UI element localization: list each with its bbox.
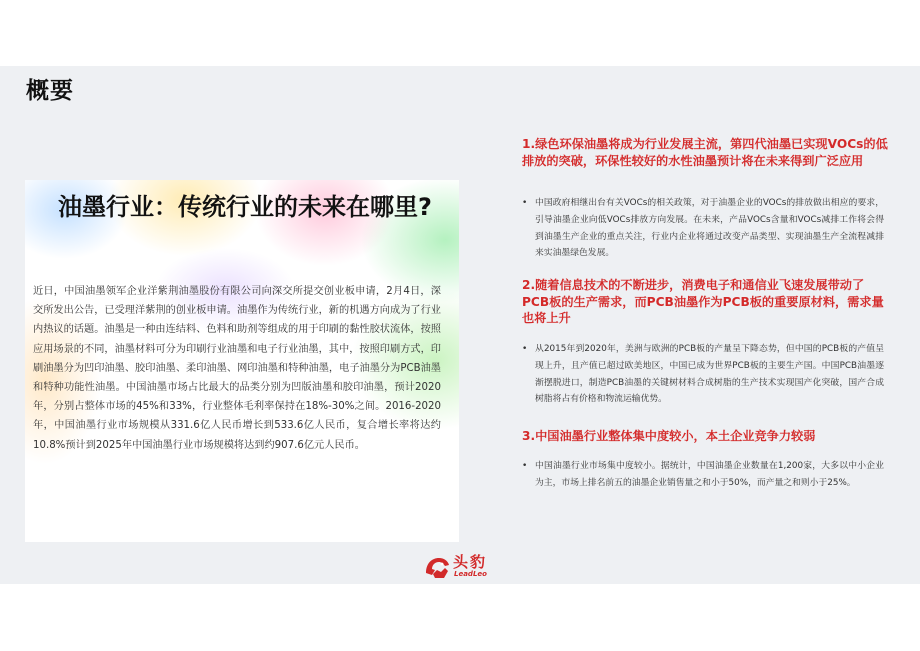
page-title: 概要: [26, 78, 74, 104]
bullet-dot: •: [522, 198, 528, 208]
section-bullet-2: [522, 341, 884, 408]
card-title: 油墨行业：传统行业的未来在哪里?: [58, 193, 432, 221]
section-bullet-3: [522, 458, 884, 492]
leadleo-logo: [423, 551, 503, 583]
section-heading-1: 1.绿色环保油墨将成为行业发展主流，第四代油墨已实现VOCs的低排放的突破，环保性较好的水性油墨预计将在未来得到广泛应用: [522, 137, 888, 168]
card-body: 近日，中国油墨领军企业洋紫荆油墨股份有限公司向深交所提交创业板申请，2月4日，深交所发出公告，已受理洋紫荆的创业板申请。油墨作为传统行业，新的机遇方向成为了行业内热议的话题。油墨是一种由连结料、色料和助剂等组成的用于印刷的黏性胶状流体，按照应用场景的不同，油墨材料可分为印刷行业油墨和电子行业油墨，其中，按照印刷方式，印刷油墨分为凹印油墨、胶印油墨、柔印油墨、网印油墨和特种油墨，电子油墨分为PCB油墨和特种功能性油墨。中国油墨市场占比最大的品类分别为凹版油墨和胶印油墨，预计2020年，分别占整体市场的45%和33%，行业整体毛利率保持在18%-30%之间。2016-2020年，中国油墨行业市场规模从331.6亿人民币增长到533.6亿人民币，复合增长率将达约10.8%预计到2025年中国油墨行业市场规模将达到约907.6亿元人民币。: [33, 286, 441, 451]
bullet-text: 从2015年到2020年，美洲与欧洲的PCB板的产量呈下降态势，但中国的PCB板的产值呈现上升，且产值已超过欧美地区，中国已成为世界PCB板的主要生产国。中国PCB油墨逐渐摆脱进口，制造PCB油墨的关键树材料合成树脂的生产技术实现国产化突破，国产合成树脂将占有价格和物流运输优势。: [535, 344, 884, 405]
logo-text-en: LeadLeo: [454, 570, 487, 578]
leopard-logo-icon: [423, 553, 451, 581]
article-card: [25, 180, 459, 542]
section-bullet-1: [522, 195, 884, 262]
section-heading-2: 2.随着信息技术的不断进步，消费电子和通信业飞速发展带动了PCB板的生产需求，而PCB油墨作为PCB板的重要原材料，需求量也将上升: [522, 278, 884, 325]
bullet-text: 中国政府相继出台有关VOCs的相关政策，对于油墨企业的VOCs的排放做出相应的要求，引导油墨企业向低VOCs排放方向发展。在未来，产品VOCs含量和VOCs减排工作将会得到油墨生产企业的重点关注，行业内企业将通过改变产品类型、实现油墨生产全流程减排来实油墨绿色发展。: [535, 198, 884, 259]
bullet-dot: •: [522, 344, 528, 354]
bullet-text: 中国油墨行业市场集中度较小。据统计，中国油墨企业数量在1,200家，大多以中小企业为主，市场上排名前五的油墨企业销售量之和小于50%，而产量之和则小于25%。: [535, 461, 884, 488]
logo-text-cn: 头豹: [453, 553, 488, 571]
section-heading-3: 3.中国油墨行业整体集中度较小，本土企业竞争力较弱: [522, 429, 816, 443]
bullet-dot: •: [522, 461, 528, 471]
slide: [0, 66, 920, 584]
